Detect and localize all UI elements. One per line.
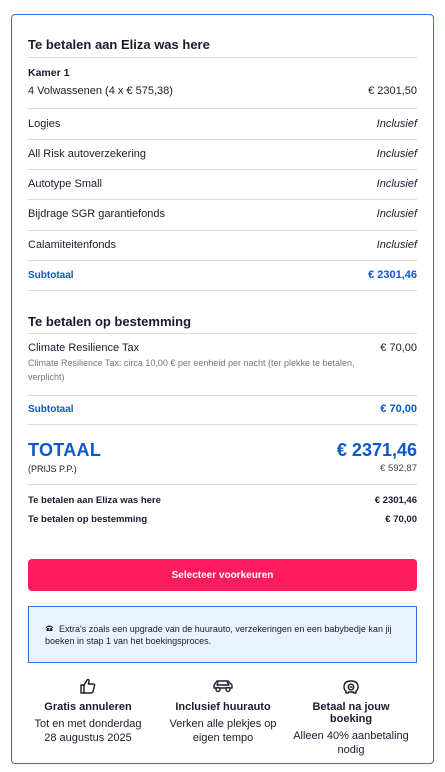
tax-note: Climate Resilience Tax: circa 10,00 € per eenheid per nacht (ter plekke te betalen, verplicht) [28, 358, 355, 382]
info-text: Extra's zoals een upgrade van de huurauto, verzekeringen en een babybedje kan jij boeken in stap 1 van het boekingsproces. [45, 624, 392, 646]
feature-desc: Verken alle plekjes op eigen tempo [169, 718, 277, 744]
feature-title: Inclusief huurauto [175, 701, 271, 713]
room-desc: 4 Volwassenen (4 x € 575,38) [28, 85, 173, 97]
list-item [28, 118, 417, 130]
feature-title: Betaal na jouw boeking [312, 701, 390, 725]
room-price: € 2301,50 [368, 85, 417, 97]
breakdown-value: € 2301,46 [374, 495, 417, 506]
per-person-row [28, 463, 417, 474]
room-label: Kamer 1 [28, 67, 70, 79]
item-value: Inclusief [376, 118, 417, 130]
item-value: Inclusief [376, 148, 417, 160]
list-item [28, 148, 417, 160]
feature-item [291, 675, 411, 757]
breakdown-row [28, 495, 417, 506]
list-item [28, 239, 417, 251]
subtotal-row [28, 269, 417, 281]
item-label: Calamiteitenfonds [28, 239, 117, 251]
total-row [28, 440, 417, 461]
total-value: € 2371,46 [336, 440, 417, 460]
item-label: All Risk autoverzekering [28, 148, 146, 160]
info-icon [45, 623, 55, 635]
piggy-bank-icon [291, 675, 411, 697]
section-title-pay-agent: Te betalen aan Eliza was here [28, 37, 210, 52]
subtotal-value: € 2301,46 [368, 269, 417, 281]
per-person-label: (PRIJS P.P.) [28, 463, 77, 474]
price-summary-card [11, 14, 434, 764]
list-item [28, 208, 417, 220]
tax-value: € 70,00 [380, 342, 417, 354]
select-preferences-button[interactable]: Selecteer voorkeuren [28, 559, 417, 591]
car-icon [163, 675, 283, 697]
item-value: Inclusief [376, 239, 417, 251]
subtotal-label: Subtotaal [28, 403, 74, 415]
tax-row [28, 342, 417, 354]
feature-title: Gratis annuleren [44, 701, 132, 713]
thumbs-up-icon [28, 675, 148, 697]
per-person-value: € 592,87 [380, 463, 417, 474]
list-item [28, 178, 417, 190]
tax-label: Climate Resilience Tax [28, 342, 140, 354]
feature-desc: Alleen 40% aanbetaling nodig [293, 730, 409, 756]
info-box [28, 606, 417, 663]
subtotal-value: € 70,00 [380, 403, 417, 415]
breakdown-label: Te betalen op bestemming [28, 514, 148, 525]
section-title-pay-destination: Te betalen op bestemming [28, 314, 192, 329]
item-value: Inclusief [376, 208, 417, 220]
item-label: Autotype Small [28, 178, 102, 190]
subtotal-row [28, 403, 417, 415]
item-label: Bijdrage SGR garantiefonds [28, 208, 165, 220]
feature-item [28, 675, 148, 745]
features-row [28, 675, 417, 755]
breakdown-row [28, 514, 417, 525]
room-row [28, 85, 417, 97]
feature-desc: Tot en met donderdag 28 augustus 2025 [34, 718, 142, 744]
subtotal-label: Subtotaal [28, 269, 74, 281]
feature-item [163, 675, 283, 745]
breakdown-label: Te betalen aan Eliza was here [28, 495, 161, 506]
item-value: Inclusief [376, 178, 417, 190]
total-label: TOTAAL [28, 440, 102, 460]
breakdown-value: € 70,00 [385, 514, 417, 525]
item-label: Logies [28, 118, 61, 130]
